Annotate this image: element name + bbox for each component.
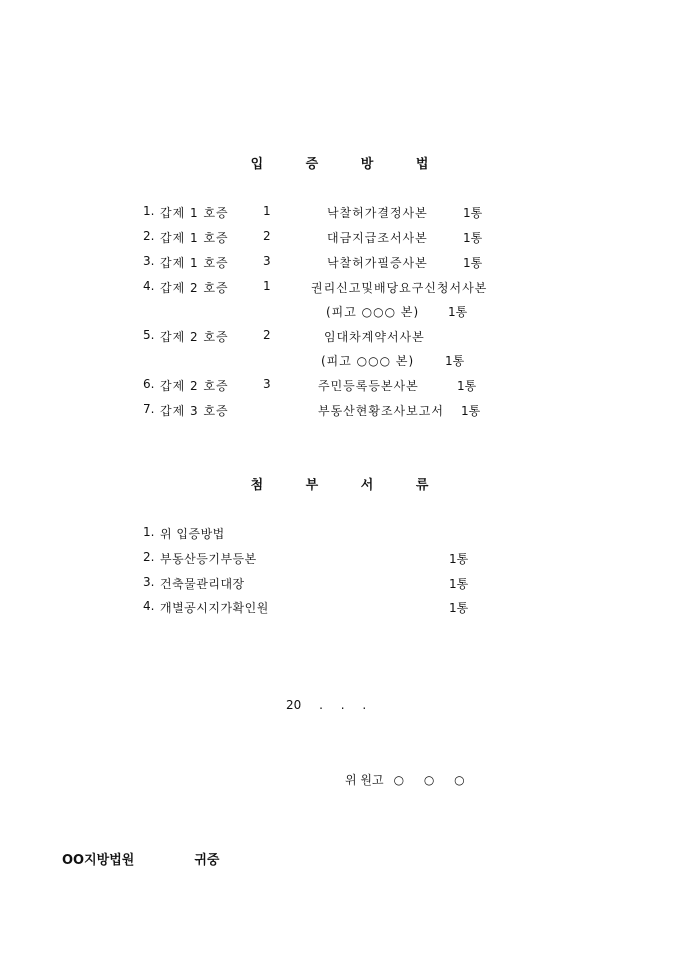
- exhibit-content: (피고 ○○○ 본): [321, 354, 415, 368]
- item-number: 6.: [143, 377, 155, 391]
- evidence-item: [0, 328, 680, 346]
- exhibit-copies: 1통: [457, 379, 477, 393]
- signature-label: 위 원고: [345, 773, 384, 787]
- attachments-title-char: 서: [360, 478, 375, 493]
- exhibit-number: 갑제 2 호증: [160, 281, 229, 295]
- exhibit-copies: 1통: [463, 206, 483, 220]
- item-number: 1.: [143, 204, 155, 218]
- evidence-item: [0, 279, 680, 297]
- exhibit-number: 갑제 1 호증: [160, 231, 229, 245]
- item-number: 7.: [143, 402, 155, 416]
- exhibit-content: 대금지급조서사본: [327, 231, 428, 245]
- exhibit-copies: 1통: [448, 305, 468, 319]
- attachment-item: [0, 575, 680, 593]
- item-number: 2.: [143, 229, 155, 243]
- attachments-title-char: 류: [415, 478, 430, 493]
- attachment-name: 개별공시지가확인원: [160, 601, 269, 615]
- evidence-title-char: 입: [250, 157, 265, 172]
- exhibit-number: 갑제 2 호증: [160, 330, 229, 344]
- exhibit-content: 부동산현황조사보고서: [318, 404, 444, 418]
- exhibit-content: 낙찰허가결정사본: [327, 206, 428, 220]
- evidence-item: [0, 229, 680, 247]
- evidence-title-char: 방: [360, 157, 375, 172]
- signature-name: ○ ○ ○: [393, 773, 473, 787]
- item-number: 5.: [143, 328, 155, 342]
- exhibit-content: 권리신고및배당요구신청서사본: [311, 281, 488, 295]
- attachment-copies: 1통: [449, 577, 469, 591]
- honorific: 귀중: [194, 853, 220, 868]
- exhibit-content: 임대차계약서사본: [324, 330, 425, 344]
- item-number: 2.: [143, 550, 155, 564]
- exhibit-copies: 1통: [445, 354, 465, 368]
- exhibit-content: 주민등록등본사본: [318, 379, 419, 393]
- exhibit-content: 낙찰허가필증사본: [327, 256, 428, 270]
- signature-line: [345, 771, 473, 788]
- attachment-name: 건축물관리대장: [160, 577, 245, 591]
- exhibit-copies: 1통: [463, 256, 483, 270]
- attachment-name: 부동산등기부등본: [160, 552, 257, 566]
- attachments-title: [0, 474, 680, 493]
- exhibit-copies: 1통: [461, 404, 481, 418]
- exhibit-sub: 1: [263, 204, 271, 218]
- item-number: 4.: [143, 599, 155, 613]
- attachment-name: 위 입증방법: [160, 527, 225, 541]
- exhibit-sub: 2: [263, 328, 271, 342]
- exhibit-number: 갑제 1 호증: [160, 256, 229, 270]
- exhibit-sub: 3: [263, 377, 271, 391]
- exhibit-number: 갑제 1 호증: [160, 206, 229, 220]
- attachment-item: [0, 525, 680, 543]
- attachment-item: [0, 599, 680, 617]
- attachments-title-char: 부: [305, 478, 320, 493]
- evidence-item: [0, 204, 680, 222]
- item-number: 4.: [143, 279, 155, 293]
- exhibit-sub: 2: [263, 229, 271, 243]
- exhibit-number: 갑제 3 호증: [160, 404, 229, 418]
- court-addressee: [62, 849, 219, 868]
- evidence-title-char: 증: [305, 157, 320, 172]
- item-number: 3.: [143, 575, 155, 589]
- attachment-copies: 1통: [449, 552, 469, 566]
- evidence-item-continuation: [0, 352, 680, 370]
- exhibit-copies: 1통: [463, 231, 483, 245]
- document-date: 20 . . .: [286, 698, 367, 712]
- exhibit-sub: 3: [263, 254, 271, 268]
- attachment-item: [0, 550, 680, 568]
- evidence-title: [0, 153, 680, 172]
- attachment-copies: 1통: [449, 601, 469, 615]
- item-number: 1.: [143, 525, 155, 539]
- item-number: 3.: [143, 254, 155, 268]
- exhibit-content: (피고 ○○○ 본): [326, 305, 420, 319]
- attachments-title-char: 첨: [250, 478, 265, 493]
- evidence-title-char: 법: [415, 157, 430, 172]
- court-name: OO지방법원: [62, 853, 135, 868]
- evidence-item: [0, 402, 680, 420]
- evidence-item-continuation: [0, 303, 680, 321]
- exhibit-sub: 1: [263, 279, 271, 293]
- evidence-item: [0, 254, 680, 272]
- evidence-item: [0, 377, 680, 395]
- exhibit-number: 갑제 2 호증: [160, 379, 229, 393]
